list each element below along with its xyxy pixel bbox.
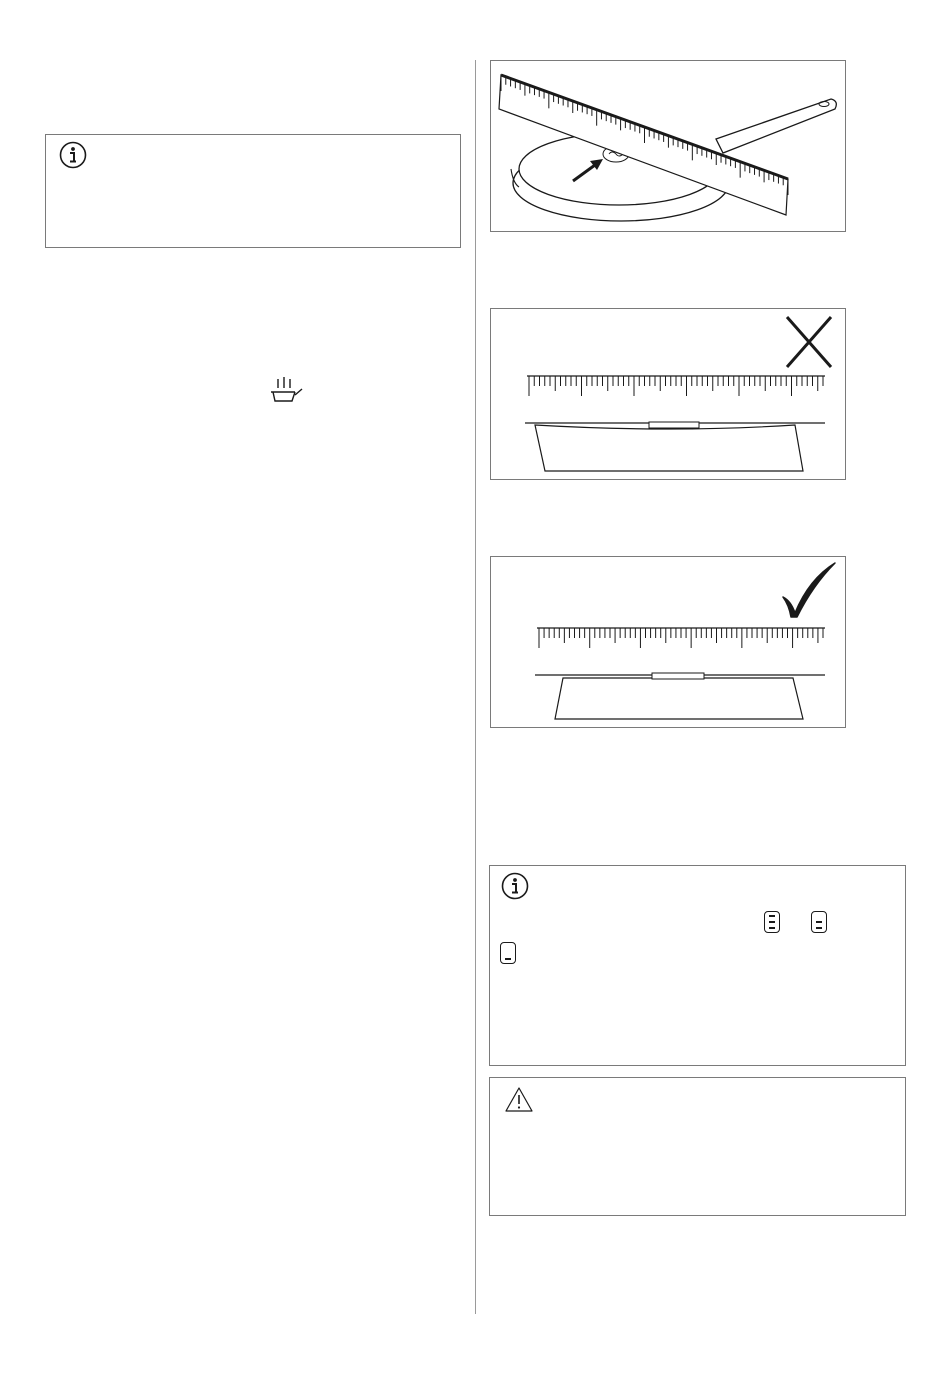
info-icon bbox=[500, 871, 530, 901]
info-box-right bbox=[489, 865, 906, 1066]
figure-wrong-pan-bottom bbox=[490, 308, 846, 480]
cross-mark-icon bbox=[787, 317, 831, 367]
ruler-scale bbox=[537, 628, 825, 648]
pan-side-view-concave bbox=[535, 422, 803, 471]
column-divider bbox=[475, 60, 476, 1314]
pan-with-ruler-illustration bbox=[491, 61, 845, 231]
warning-box bbox=[489, 1077, 906, 1216]
info-box-left bbox=[45, 134, 461, 248]
display-level-two-bars-icon bbox=[811, 911, 827, 933]
display-level-three-bars-icon bbox=[764, 911, 780, 933]
warning-triangle-icon bbox=[504, 1086, 534, 1114]
display-level-one-bar-icon bbox=[500, 942, 516, 964]
pan-with-steam-icon bbox=[268, 376, 304, 406]
figure-correct-pan-bottom bbox=[490, 556, 846, 728]
check-mark-icon bbox=[783, 563, 835, 617]
ruler-scale bbox=[527, 376, 825, 396]
info-icon bbox=[58, 140, 88, 170]
pan-side-view-flat bbox=[555, 673, 803, 719]
figure-pan-ruler bbox=[490, 60, 846, 232]
